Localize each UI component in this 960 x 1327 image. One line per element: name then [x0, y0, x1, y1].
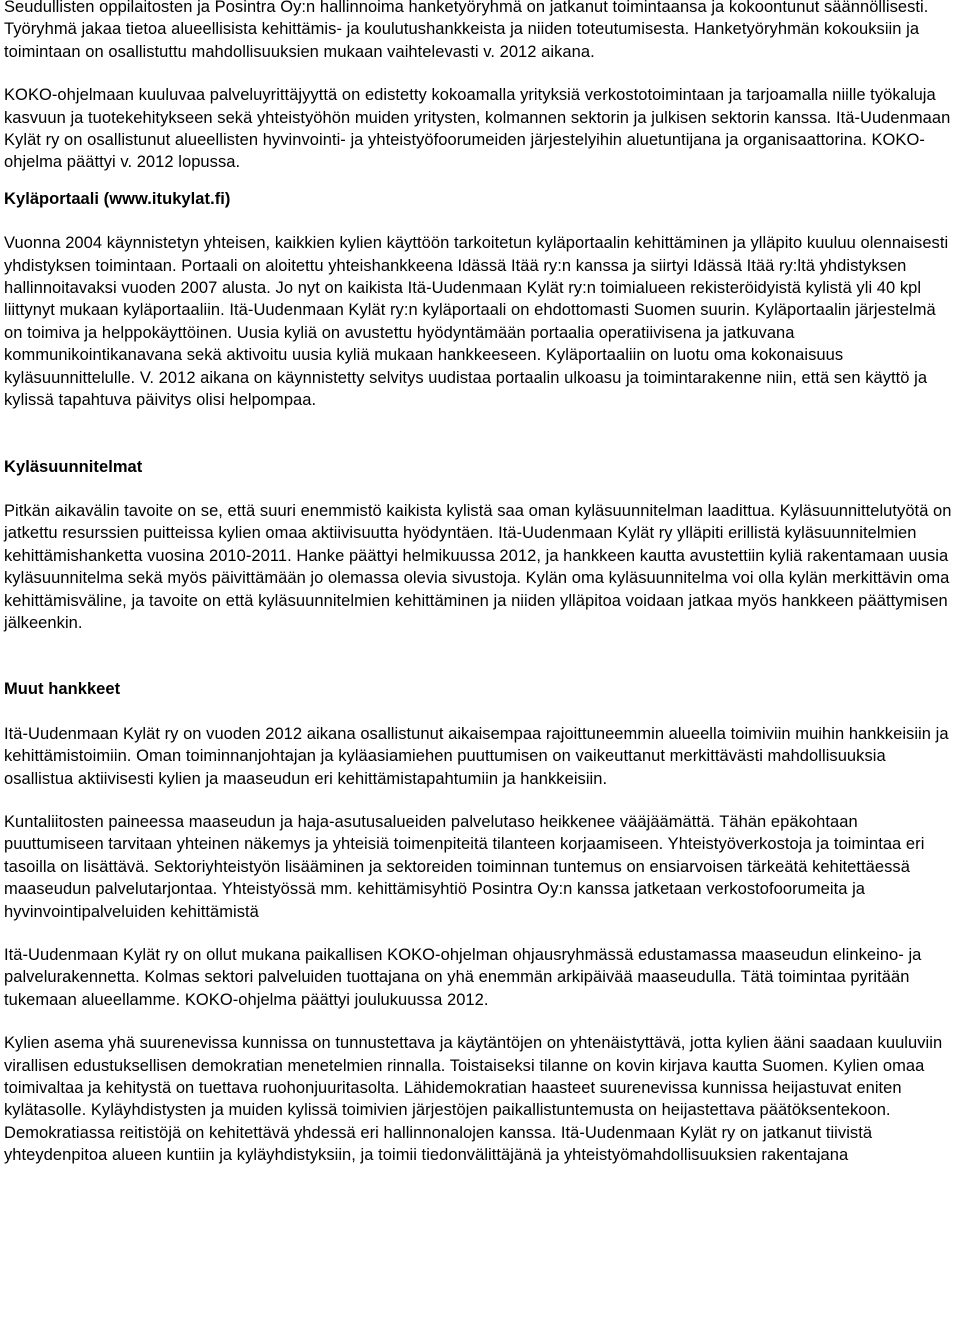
- kyla-portal-paragraph: Vuonna 2004 käynnistetyn yhteisen, kaikkien kylien käyttöön tarkoitetun kyläportaalin kehittäminen ja ylläpito kuuluu olennaisesti yhdistyksen toimintaan. Portaali on aloitettu yhteishankkeena Idässä Itää ry:n kanssa ja siirtyi Idässä Itää ry:ltä yhdistyksen hallinnoitavaksi vuoden 2007 alusta. Jo nyt on kaikista Itä-Uudenmaan Kylät ry:n toimialueen rekisteröidyistä kylistä yli 40 kpl liittynyt mukaan kyläportaaliin. Itä-Uudenmaan Kylät ry:n kyläportaali on ehdottomasti Suomen suurin. Kyläportaalin järjestelmä on toimiva ja helppokäyttöinen. Uusia kyliä on avustettu hyödyntämään portaalia operatiivisena ja jatkuvana kommunikointikanavana sekä aktivoitu uusia kyliä mukaan hankkeeseen. Kyläportaaliin on luotu oma kokonaisuus kyläsuunnittelulle. V. 2012 aikana on käynnistetty selvitys uudistaa portaalin ulkoasu ja toimintarakenne niin, että sen käyttö ja kylissä tapahtuva päivitys olisi helpompaa.: [4, 234, 949, 410]
- muut-hankkeet-paragraph-3: Itä-Uudenmaan Kylät ry on ollut mukana paikallisen KOKO-ohjelman ohjausryhmässä edustamassa maaseudun elinkeino- ja palvelurakennetta. Kolmas sektori palveluiden tuottajana on yhä enemmän arkipäivää maaseudulla. Tätä toimintaa pyritään tukemaan alueellamme. KOKO-ohjelma päättyi joulukuussa 2012.: [4, 946, 922, 1009]
- koko-paragraph: KOKO-ohjelmaan kuuluvaa palveluyrittäjyyttä on edistetty kokoamalla yrityksiä verkostotoimintaan ja tarjoamalla niille työkaluja kasvuun ja tuotekehitykseen sekä yhteistyöhön muiden yritysten, kolmannen sektorin ja julkisen sektorin kanssa. Itä-Uudenmaan Kylät ry on osallistunut alueellisten hyvinvointi- ja yhteistyöfoorumeiden järjestelyihin aluetuntijana ja organisaattorina. KOKO-ohjelma päättyi v. 2012 lopussa.: [4, 86, 951, 172]
- section-heading-muut-hankkeet: Muut hankkeet: [4, 680, 121, 699]
- muut-hankkeet-paragraph-4: Kylien asema yhä suurenevissa kunnissa on tunnustettava ja käytäntöjen on yhtenäistyttävä, jotta kylien ääni saadaan kuuluviin virallisen edustuksellisen demokratian menetelmien rinnalla. Toistaiseksi tilanne on kovin kirjava kautta Suomen. Kylien omaa toimivaltaa ja kehitystä on tuettava ruohonjuuritasolta. Lähidemokratian haasteet suurenevissa kunnissa heijastuvat eniten kylätasolle. Kyläyhdistysten ja muiden kylissä toimivien järjestöjen paikallistuntemusta on heijastettava päätöksentekoon. Demokratiassa reitistöjä on kehitettävä yhdessä eri hallinnonalojen kanssa. Itä-Uudenmaan Kylät ry on jatkanut tiivistä yhteydenpitoa alueen kuntiin ja kyläyhdistyksiin, ja toimii tiedonvälittäjänä ja yhteistyömahdollisuuksien rakentajana: [4, 1034, 943, 1165]
- muut-hankkeet-paragraph-2: Kuntaliitosten paineessa maaseudun ja haja-asutusalueiden palvelutaso heikkenee vääjäämättä. Tähän epäkohtaan puuttumiseen tarvitaan yhteinen näkemys ja yhteisiä toimenpiteitä tilanteen korjaamiseen. Yhteistyöverkostoja ja toimintaa eri tasoilla on lisättävä. Sektoriyhteistyön lisääminen ja sektoreiden toiminnan tuntemus on ensiarvoisen tärkeätä kehitettäessä maaseudun palvelutarjontaa. Yhteistyössä mm. kehittämisyhtiö Posintra Oy:n kanssa jatketaan verkostofoorumeita ja hyvinvointipalveluiden kehittämistä: [4, 812, 925, 921]
- paragraph-spacer: [4, 790, 954, 811]
- paragraph-spacer: [4, 63, 954, 84]
- document-page: [4, 0, 954, 1167]
- section-spacer: [4, 701, 954, 723]
- section-spacer: [4, 174, 954, 188]
- kylasuunnitelmat-paragraph: Pitkän aikavälin tavoite on se, että suuri enemmistö kaikista kylistä saa oman kyläsuunnitelman laadittua. Kyläsuunnittelutyötä on jatkettu resurssien puitteissa kylien omaa aktiivisuutta hyödyntäen. Itä-Uudenmaan Kylät ry ylläpiti erillistä kyläsuunnitelmien kehittämishanketta vuosina 2010-2011. Hanke päättyi helmikuussa 2012, ja hankkeen kautta avustettiin kyliä rakentamaan uusia kyläsuunnitelma sekä myös päivittämään jo olemassa olevia sivustoja. Kylän oma kyläsuunnitelma voi olla kylän merkittävin oma kehittämisväline, ja tavoite on että kyläsuunnitelmien kehittäminen ja niiden ylläpitoa voidaan jatkaa myös hankkeen päättymisen jälkeenkin.: [4, 501, 952, 632]
- section-spacer: [4, 478, 954, 500]
- section-heading-kyla-portal: Kyläportaali (www.itukylat.fi): [4, 189, 231, 208]
- section-spacer: [4, 634, 954, 678]
- paragraph-spacer: [4, 1011, 954, 1032]
- paragraph-spacer: [4, 923, 954, 944]
- section-heading-kylasuunnitelmat: Kyläsuunnitelmat: [4, 457, 143, 476]
- section-spacer: [4, 412, 954, 456]
- muut-hankkeet-paragraph-1: Itä-Uudenmaan Kylät ry on vuoden 2012 aikana osallistunut aikaisempaa rajoittuneemmin alueella toimiviin muihin hankkeisiin ja kehittämistoimiin. Oman toiminnanjohtajan ja kyläasiamiehen puuttumisen on vaikeuttanut merkittävästi mahdollisuuksia osallistua aktiivisesti kylien ja maaseudun eri kehittämistapahtumiin ja hankkeisiin.: [4, 724, 949, 788]
- section-spacer: [4, 210, 954, 232]
- intro-paragraph: Seudullisten oppilaitosten ja Posintra Oy:n hallinnoima hanketyöryhmä on jatkanut toimintaansa ja kokoontunut säännöllisesti. Työryhmä jakaa tietoa alueellisista kehittämis- ja koulutushankkeista ja niiden toteutumisesta. Hanketyöryhmän kokouksiin ja toimintaan on osallistuttu mahdollisuuksien mukaan vaihtelevasti v. 2012 aikana.: [4, 0, 929, 61]
